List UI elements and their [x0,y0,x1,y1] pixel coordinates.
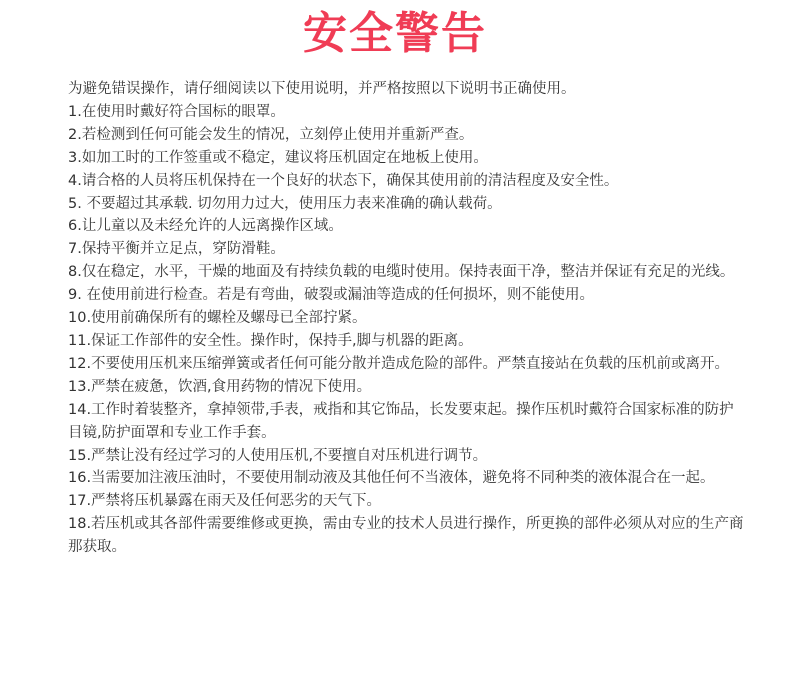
instruction-item-2: 2.若检测到任何可能会发生的情况，立刻停止使用并重新严查。 [68,126,474,143]
instruction-item-11: 11.保证工作部件的安全性。操作时，保持手,脚与机器的距离。 [68,332,473,349]
instruction-item-18: 18.若压机或其各部件需要维修或更换，需由专业的技术人员进行操作，所更换的部件必须从对应的生产商那获取。 [68,516,744,556]
instructions-body [68,78,748,559]
instruction-item-14: 14.工作时着装整齐，拿掉领带,手表，戒指和其它饰品，长发要束起。操作压机时戴符合国家标准的防护目镜,防护面罩和专业工作手套。 [68,401,734,441]
instruction-item-8: 8.仅在稳定，水平，干燥的地面及有持续负载的电缆时使用。保持表面干净，整洁并保证有充足的光线。 [68,264,735,281]
instruction-item-17: 17.严禁将压机暴露在雨天及任何恶劣的天气下。 [68,493,382,510]
instruction-item-15: 15.严禁让没有经过学习的人使用压机,不要擅自对压机进行调节。 [68,447,488,464]
instruction-item-1: 1.在使用时戴好符合国标的眼罩。 [68,103,285,120]
instruction-item-9: 9. 在使用前进行检查。若是有弯曲，破裂或漏油等造成的任何损坏，则不能使用。 [68,287,594,304]
instruction-item-16: 16.当需要加注液压油时，不要使用制动液及其他任何不当液体，避免将不同种类的液体混合在一起。 [68,470,715,487]
instruction-item-12: 12.不要使用压机来压缩弹簧或者任何可能分散并造成危险的部件。严禁直接站在负载的压机前或离开。 [68,355,730,372]
instruction-item-10: 10.使用前确保所有的螺栓及螺母已全部拧紧。 [68,310,367,327]
instruction-item-6: 6.让儿童以及未经允许的人远离操作区域。 [68,218,343,235]
instruction-item-5: 5. 不要超过其承载. 切勿用力过大，使用压力表来准确的确认载荷。 [68,195,502,212]
instruction-item-4: 4.请合格的人员将压机保持在一个良好的状态下，确保其使用前的清洁程度及安全性。 [68,172,619,189]
page-title: 安全警告 [303,8,487,59]
instruction-item-13: 13.严禁在疲惫，饮酒,食用药物的情况下使用。 [68,378,372,395]
instruction-item-3: 3.如加工时的工作签重或不稳定，建议将压机固定在地板上使用。 [68,149,488,166]
instruction-item-7: 7.保持平衡并立足点，穿防滑鞋。 [68,241,285,258]
intro-paragraph: 为避免错误操作，请仔细阅读以下使用说明，并严格按照以下说明书正确使用。 [68,81,576,97]
